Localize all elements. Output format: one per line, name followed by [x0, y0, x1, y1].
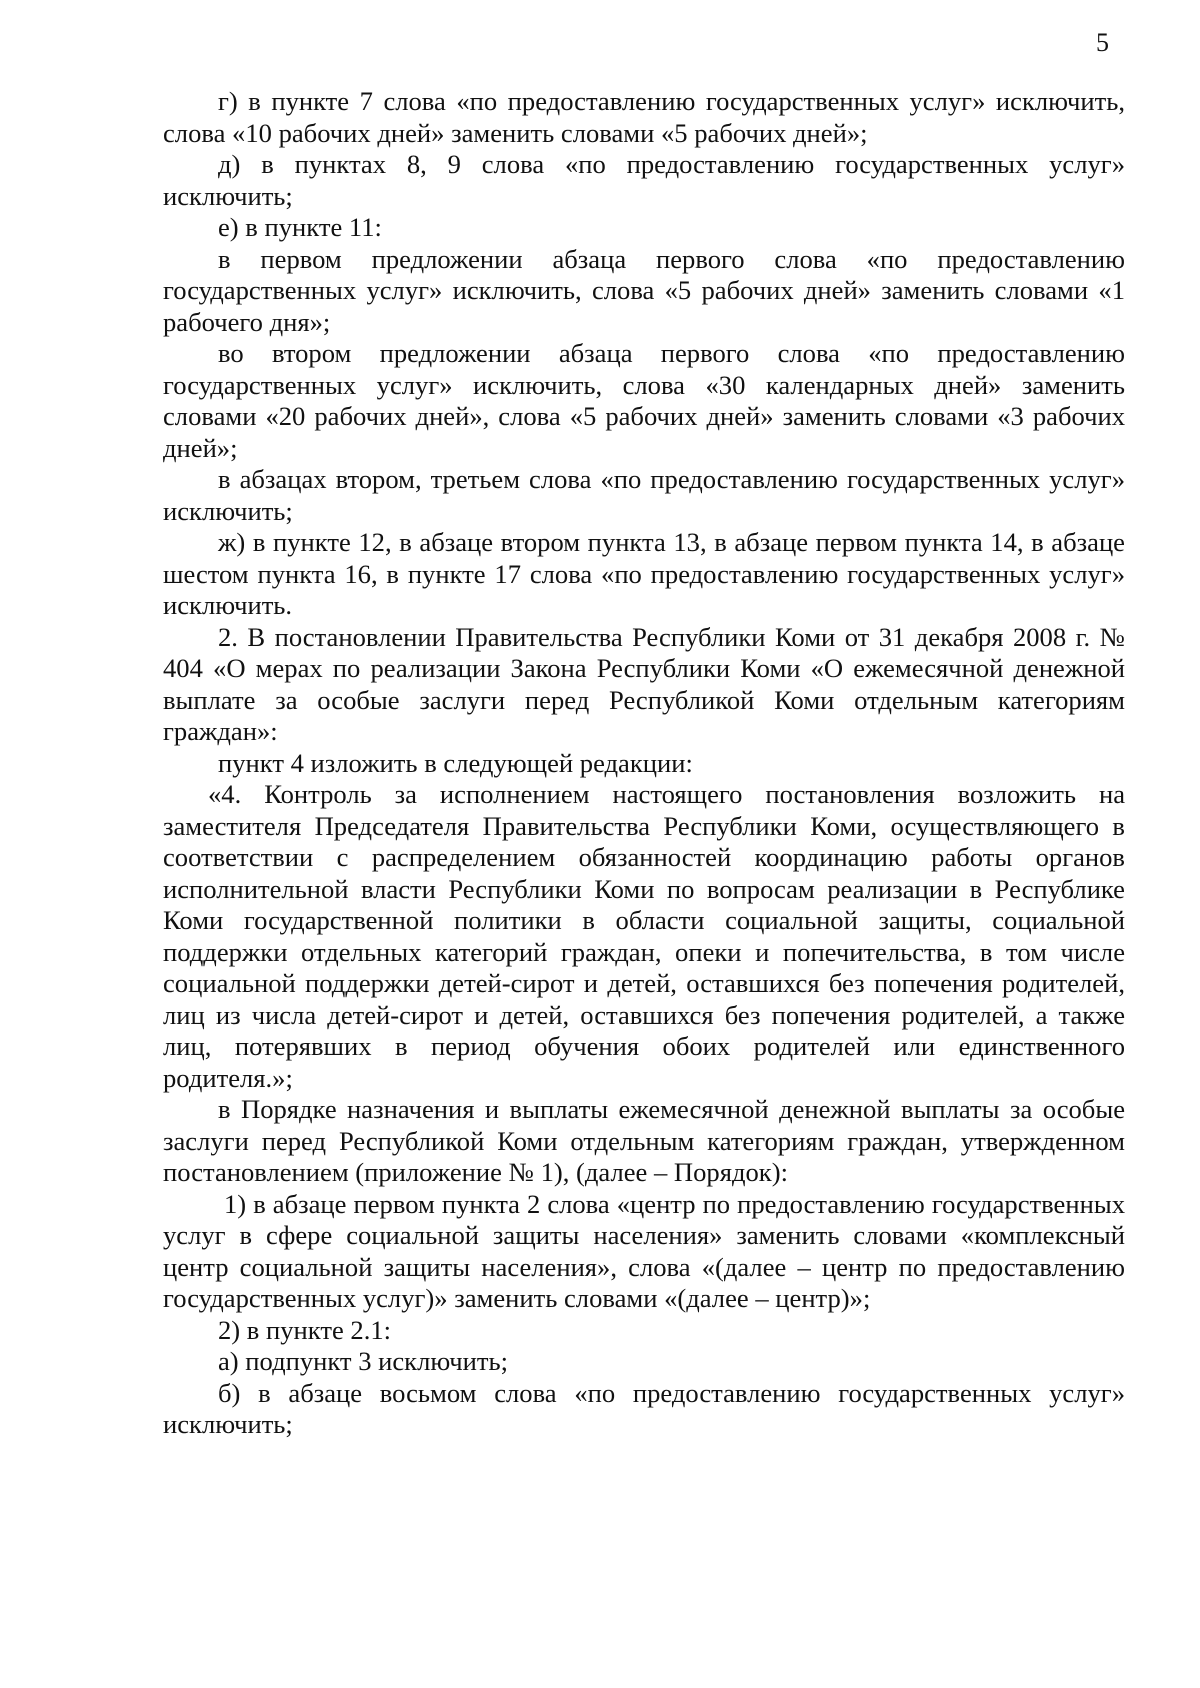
document-body — [163, 86, 1125, 1441]
paragraph-e-punkt-11: е) в пункте 11: — [218, 212, 382, 242]
paragraph-item-2-postanovlenie: 2. В постановлении Правительства Республики Коми от 31 декабря 2008 г. № 404 «О мерах по реализации Закона Республики Коми «О ежемесячной денежной выплате за особые заслуги перед Республикой Коми отдельным категориям граждан»: — [163, 621, 1125, 746]
paragraph-d-punkty-8-9: д) в пунктах 8, 9 слова «по предоставлению государственных услуг» исключить; — [163, 149, 1125, 211]
paragraph-a-podpunkt-3: а) подпункт 3 исключить; — [218, 1346, 508, 1376]
paragraph-abzacy-vtoroy-tretiy: в абзацах втором, третьем слова «по предоставлению государственных услуг» исключить; — [163, 464, 1125, 526]
paragraph-poryadok: в Порядке назначения и выплаты ежемесячной денежной выплаты за особые заслуги перед Республикой Коми отдельным категориям граждан, утвержденном постановлением (приложение № 1), (далее – Порядок): — [163, 1094, 1125, 1187]
paragraph-quote-punkt-4: «4. Контроль за исполнением настоящего постановления возложить на заместителя Председателя Правительства Республики Коми, осуществляющего в соответствии с распределением обязанностей координацию работы органов исполнительной власти Республики Коми по вопросам реализации в Республике Коми государственной политики в области социальной защиты, социальной поддержки отдельных категорий граждан, опеки и попечительства, в том числе социальной поддержки детей-сирот и детей, оставшихся без попечения родителей, лиц из числа детей-сирот и детей, оставшихся без попечения родителей, а также лиц, потерявших в период обучения обоих родителей или единственного родителя.»; — [163, 779, 1125, 1093]
paragraph-zh-punkty-12-17: ж) в пункте 12, в абзаце втором пункта 13, в абзаце первом пункта 14, в абзаце шестом пункта 16, в пункте 17 слова «по предоставлению государственных услуг» исключить. — [163, 527, 1125, 620]
page-number: 5 — [1096, 28, 1109, 57]
paragraph-punkt-4-redaktsiya: пункт 4 изложить в следующей редакции: — [218, 747, 693, 778]
paragraph-b-abzac-vosmoy: б) в абзаце восьмом слова «по предоставлению государственных услуг» исключить; — [163, 1377, 1125, 1439]
paragraph-item-2-punkt-2-1: 2) в пункте 2.1: — [218, 1314, 392, 1345]
paragraph-g-punkt-7: г) в пункте 7 слова «по предоставлению государственных услуг» исключить, слова «10 рабочих дней» заменить словами «5 рабочих дней»; — [163, 86, 1125, 148]
paragraph-second-sentence: во втором предложении абзаца первого слова «по предоставлению государственных услуг» исключить, слова «30 календарных дней» заменить словами «20 рабочих дней», слова «5 рабочих дней» заменить словами «3 рабочих дней»; — [163, 338, 1125, 463]
paragraph-item-1-punkt-2: 1) в абзаце первом пункта 2 слова «центр по предоставлению государственных услуг в сфере социальной защиты населения» заменить словами «комплексный центр социальной защиты населения», слова «(далее – центр по предоставлению государственных услуг)» заменить словами «(далее – центр)»; — [163, 1188, 1125, 1313]
paragraph-first-sentence: в первом предложении абзаца первого слова «по предоставлению государственных услуг» исключить, слова «5 рабочих дней» заменить словами «1 рабочего дня»; — [163, 243, 1125, 337]
